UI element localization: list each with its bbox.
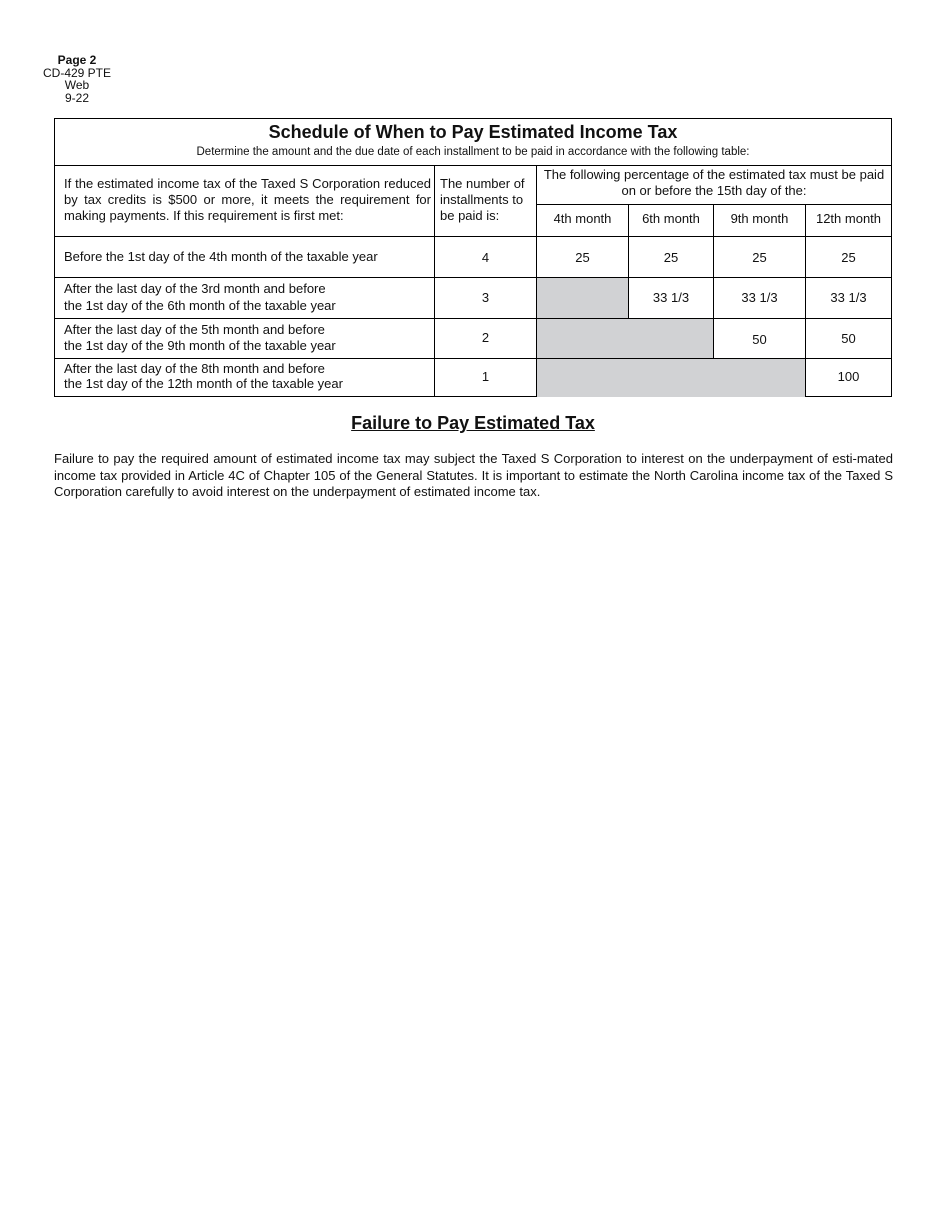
row-condition: After the last day of the 8th month and before bbox=[64, 361, 325, 376]
row-condition: the 1st day of the 6th month of the taxable year bbox=[64, 298, 336, 313]
row-condition: After the last day of the 5th month and before bbox=[64, 322, 325, 337]
row-percentage: 50 bbox=[752, 332, 767, 347]
month-header: 9th month bbox=[730, 211, 789, 226]
form-number: CD-429 PTE bbox=[42, 65, 112, 80]
rule bbox=[55, 277, 891, 278]
failure-section-title: Failure to Pay Estimated Tax bbox=[351, 413, 595, 433]
rule bbox=[55, 318, 891, 319]
rule bbox=[55, 165, 891, 166]
month-header: 4th month bbox=[553, 211, 612, 226]
row-condition: the 1st day of the 12th month of the taxable year bbox=[64, 376, 343, 391]
shaded-cell bbox=[537, 358, 806, 397]
row-condition: After the last day of the 3rd month and before bbox=[64, 281, 326, 296]
row-installments: 1 bbox=[481, 369, 490, 384]
row-percentage: 25 bbox=[663, 250, 679, 265]
rule bbox=[537, 204, 891, 205]
shaded-cell bbox=[537, 277, 629, 318]
page-number: Page 2 bbox=[57, 53, 97, 67]
installments-header: The number of installments to be paid is: bbox=[440, 176, 525, 223]
percentage-header: The following percentage of the estimated tax must be paid on or before the 15th day of the: bbox=[543, 167, 885, 198]
month-header: 12th month bbox=[815, 211, 882, 226]
schedule-table bbox=[54, 118, 892, 397]
row-percentage: 25 bbox=[841, 250, 856, 265]
row-installments: 3 bbox=[481, 290, 490, 305]
row-percentage: 25 bbox=[575, 250, 590, 265]
row-percentage: 25 bbox=[752, 250, 767, 265]
row-percentage: 33 1/3 bbox=[652, 290, 690, 305]
rule bbox=[434, 165, 435, 397]
row-percentage: 33 1/3 bbox=[830, 290, 867, 305]
rule bbox=[55, 236, 891, 237]
form-date: 9-22 bbox=[64, 90, 90, 105]
schedule-title: Schedule of When to Pay Estimated Income Tax bbox=[268, 122, 678, 142]
shaded-cell bbox=[537, 318, 714, 358]
month-header: 6th month bbox=[642, 211, 700, 226]
row-installments: 2 bbox=[481, 330, 490, 345]
row-condition: the 1st day of the 9th month of the taxable year bbox=[64, 338, 336, 353]
row-condition: Before the 1st day of the 4th month of the taxable year bbox=[64, 249, 378, 264]
condition-header: If the estimated income tax of the Taxed S Corporation reduced by tax credits is $500 or more, it meets the requirement for making payments. If this requirement is first met: bbox=[64, 176, 431, 223]
row-installments: 4 bbox=[481, 250, 490, 265]
row-percentage: 100 bbox=[837, 369, 860, 384]
row-percentage: 50 bbox=[841, 331, 856, 346]
form-edition: Web bbox=[64, 78, 90, 92]
row-percentage: 33 1/3 bbox=[741, 290, 778, 305]
rule bbox=[55, 358, 891, 359]
form-header bbox=[41, 54, 113, 104]
schedule-subtitle: Determine the amount and the due date of each installment to be paid in accordance with the following table: bbox=[196, 146, 750, 158]
failure-section-body: Failure to pay the required amount of estimated income tax may subject the Taxed S Corporation to interest on the underpayment of esti-mated income tax provided in Article 4C of Chapter 105 of the General Statutes. It is important to estimate the North Carolina income tax of the Taxed S Corporation carefully to avoid interest on the underpayment of estimated income tax. bbox=[54, 451, 893, 499]
